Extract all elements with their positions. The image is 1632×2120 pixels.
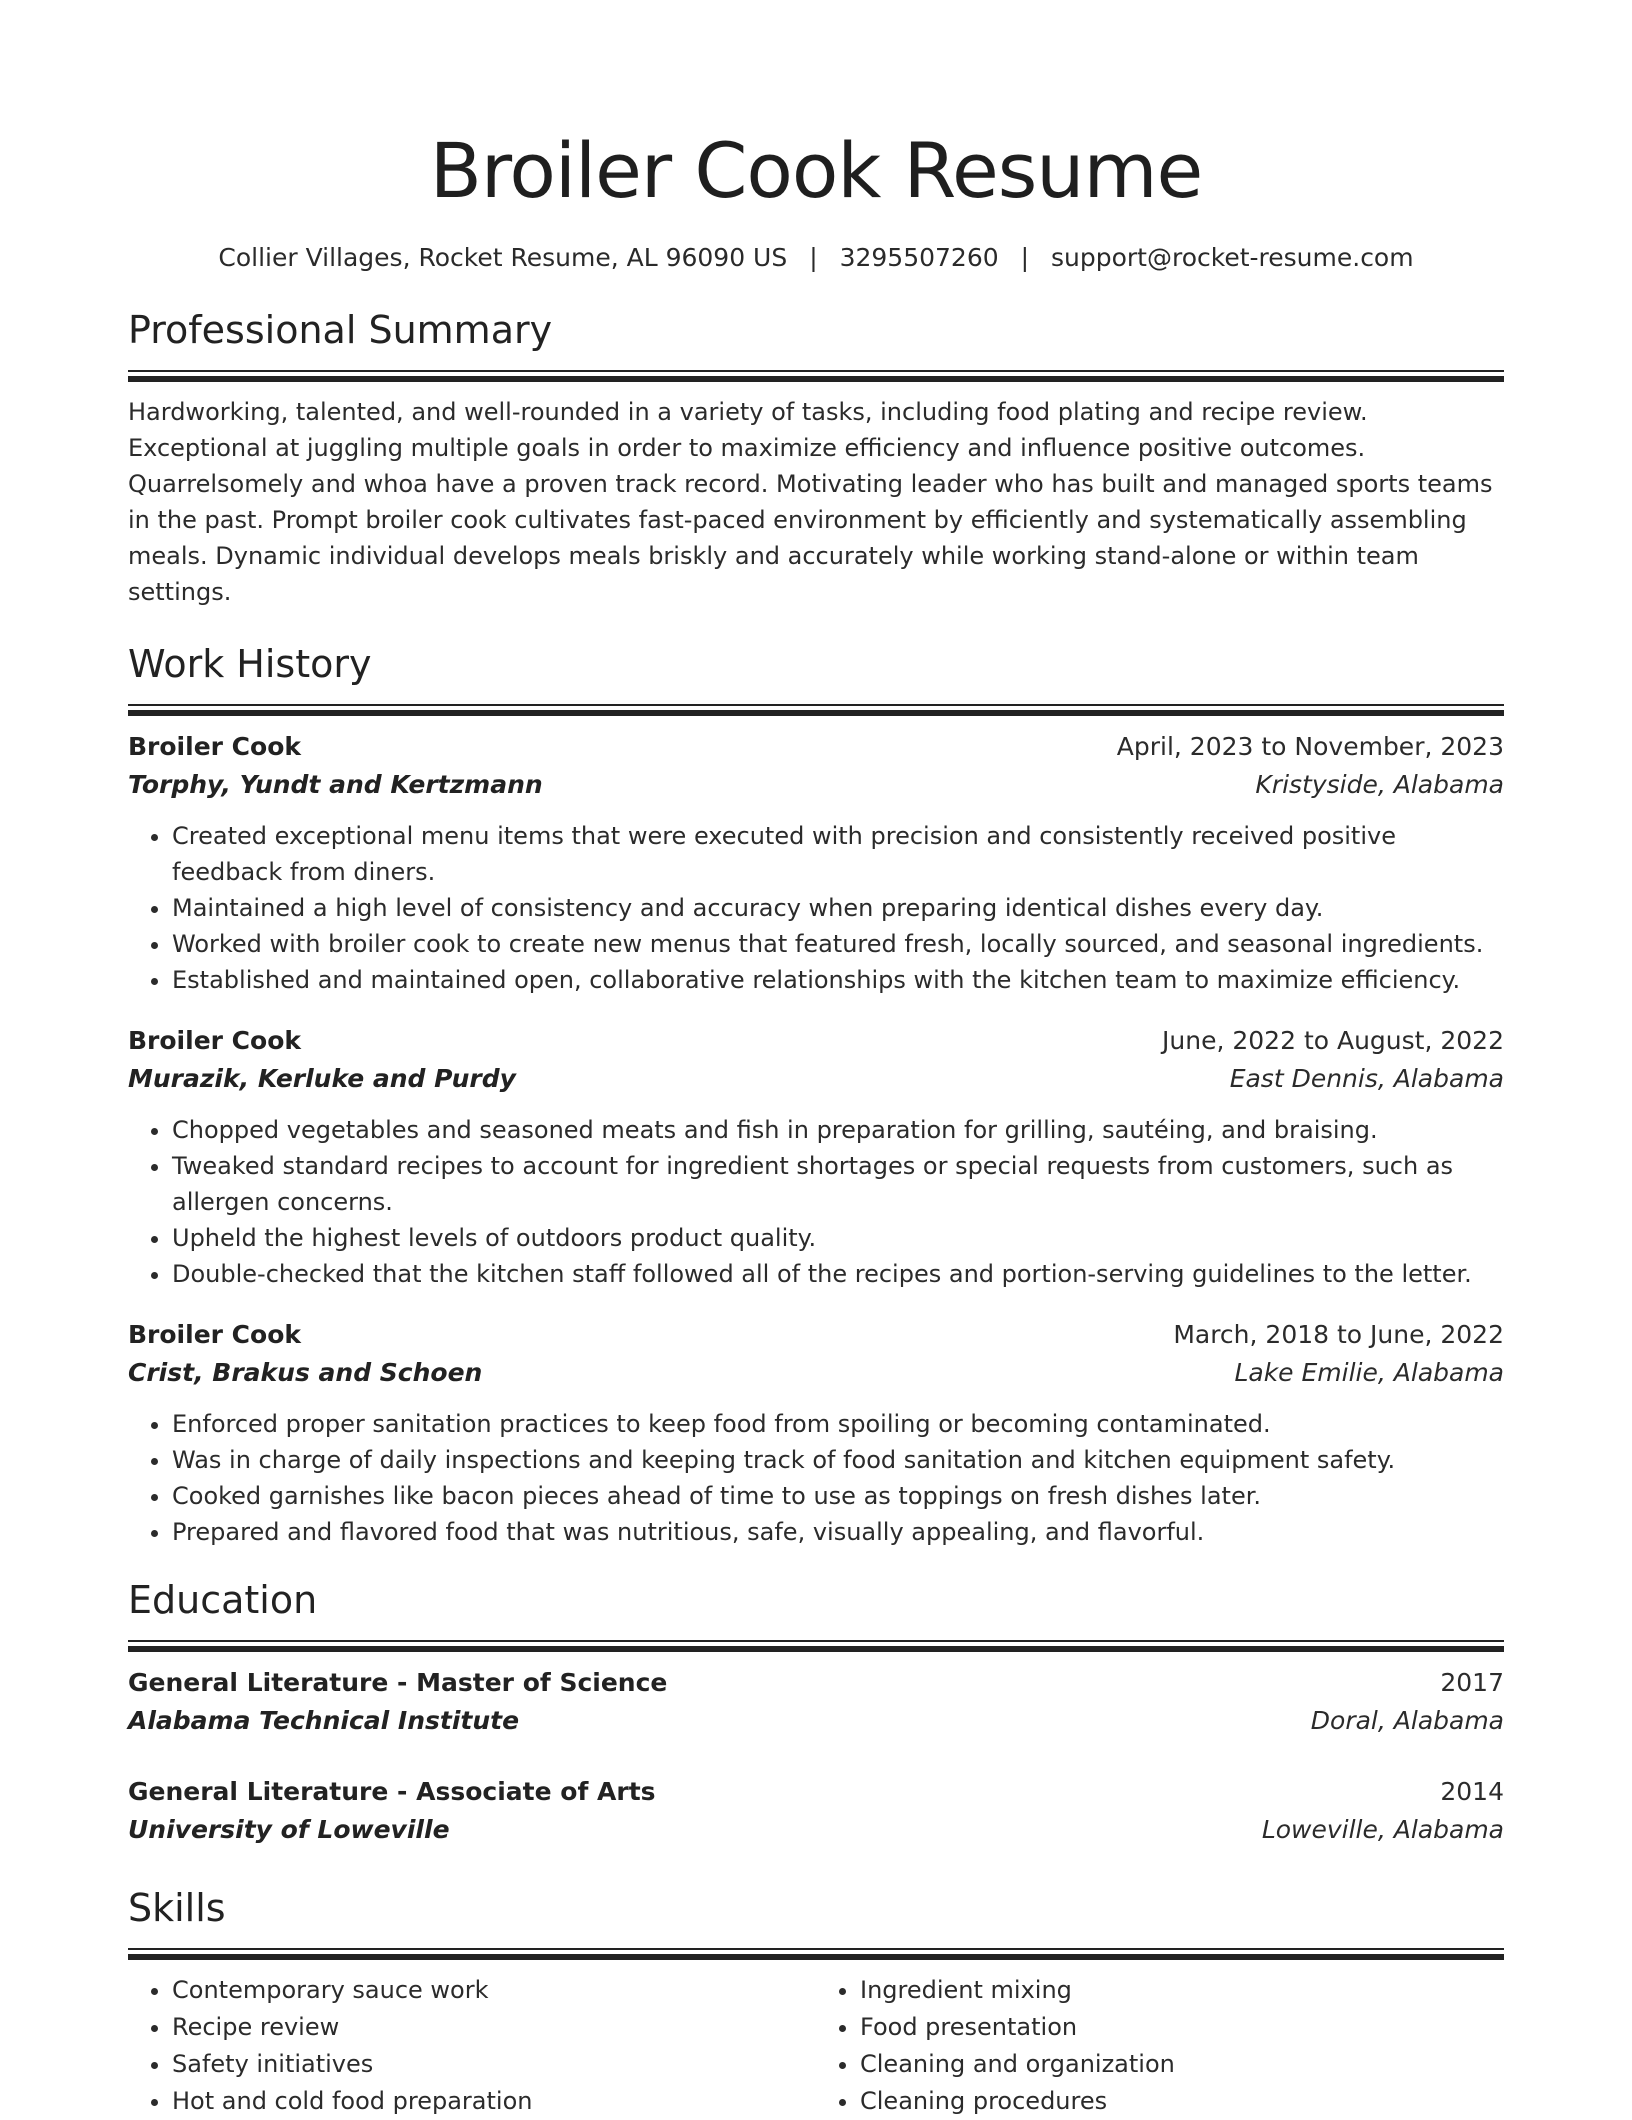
skill-item: • Safety initiatives [172,2046,816,2083]
education-school: Alabama Technical Institute [128,1706,520,1735]
contact-email: support@rocket-resume.com [1050,243,1414,272]
contact-separator: | [1020,243,1030,272]
work-history-section [128,638,1504,1550]
education-location: Doral, Alabama [1310,1706,1504,1735]
skill-item: • Recipe review [172,2009,816,2046]
job-bullet: • Cooked garnishes like bacon pieces ahead of time to use as toppings on fresh dishes later. [172,1478,1504,1514]
resume-title: Broiler Cook Resume [429,126,1203,215]
education-entry [128,1664,1504,1740]
skill-item: • Cleaning procedures [860,2083,1504,2120]
job-title: Broiler Cook [128,732,302,761]
skills-column-right [816,1972,1504,2120]
section-divider [128,704,1504,706]
job-bullet: • Was in charge of daily inspections and keeping track of food sanitation and kitchen equipment safety. [172,1442,1504,1478]
job-bullet: • Created exceptional menu items that were executed with precision and consistently received positive feedback from diners. [172,818,1504,890]
contact-phone: 3295507260 [839,243,999,272]
education-degree: General Literature - Associate of Arts [128,1777,656,1806]
skill-item: • Ingredient mixing [860,1972,1504,2009]
skill-item: • Food presentation [860,2009,1504,2046]
job-company: Murazik, Kerluke and Purdy [128,1064,516,1093]
job-bullets [128,818,1504,998]
education-entry [128,1773,1504,1849]
contact-separator: | [809,243,818,272]
job-dates: June, 2022 to August, 2022 [1162,1026,1504,1055]
summary-text: Hardworking, talented, and well-rounded in a variety of tasks, including food plating and recipe review. Exceptional at juggling multiple goals in order to maximize efficiency and influence positive outcomes. Quarrelsomely and whoa have a proven track record. Motivating leader who has built and managed sports teams in the past. Prompt broiler cook cultivates fast-paced environment by efficiently and systematically assembling meals. Dynamic individual develops meals briskly and accurately while working stand-alone or within team settings. [128,398,1493,606]
job-location: Lake Emilie, Alabama [1234,1358,1504,1387]
job-title: Broiler Cook [128,1026,302,1055]
summary-section [128,304,1504,610]
education-section [128,1574,1504,1849]
job-location: Kristyside, Alabama [1255,770,1504,799]
contact-address: Collier Villages, Rocket Resume, AL 96090 US [218,243,788,272]
section-divider [128,370,1504,372]
skill-item: • Hot and cold food preparation [172,2083,816,2120]
section-heading-summary: Professional Summary [128,308,553,352]
section-heading-skills: Skills [128,1886,226,1930]
education-location: Loweville, Alabama [1261,1815,1504,1844]
section-heading-education: Education [128,1578,318,1622]
job-entry [128,1316,1504,1550]
section-heading-work-history: Work History [128,642,372,686]
education-year: 2017 [1440,1668,1504,1697]
job-bullets [128,1406,1504,1550]
job-location: East Dennis, Alabama [1229,1064,1504,1093]
job-company: Torphy, Yundt and Kertzmann [128,770,543,799]
job-dates: March, 2018 to June, 2022 [1173,1320,1504,1349]
job-bullet: • Maintained a high level of consistency and accuracy when preparing identical dishes every day. [172,890,1504,926]
job-bullet: • Tweaked standard recipes to account for ingredient shortages or special requests from customers, such as allergen concerns. [172,1148,1504,1220]
job-company: Crist, Brakus and Schoen [128,1358,483,1387]
job-title: Broiler Cook [128,1320,302,1349]
job-bullet: • Double-checked that the kitchen staff followed all of the recipes and portion-serving guidelines to the letter. [172,1256,1504,1292]
job-dates: April, 2023 to November, 2023 [1116,732,1504,761]
job-bullet: • Enforced proper sanitation practices to keep food from spoiling or becoming contaminated. [172,1406,1504,1442]
skills-column-left [128,1972,816,2120]
job-bullet: • Established and maintained open, collaborative relationships with the kitchen team to maximize efficiency. [172,962,1504,998]
skill-item: • Contemporary sauce work [172,1972,816,2009]
job-entry [128,1022,1504,1292]
education-degree: General Literature - Master of Science [128,1668,668,1697]
section-divider [128,1948,1504,1950]
skills-section [128,1882,1504,2120]
job-bullet: • Worked with broiler cook to create new menus that featured fresh, locally sourced, and seasonal ingredients. [172,926,1504,962]
job-bullet: • Upheld the highest levels of outdoors product quality. [172,1220,1504,1256]
job-bullet: • Prepared and flavored food that was nutritious, safe, visually appealing, and flavorful. [172,1514,1504,1550]
education-year: 2014 [1440,1777,1504,1806]
job-entry [128,728,1504,998]
job-bullets [128,1112,1504,1292]
education-school: University of Loweville [128,1815,450,1844]
skills-list [128,1972,1504,2120]
job-bullet: • Chopped vegetables and seasoned meats and fish in preparation for grilling, sautéing, and braising. [172,1112,1504,1148]
section-divider [128,1640,1504,1642]
resume-page [128,0,1504,2120]
contact-line [128,240,1504,276]
skill-item: • Cleaning and organization [860,2046,1504,2083]
